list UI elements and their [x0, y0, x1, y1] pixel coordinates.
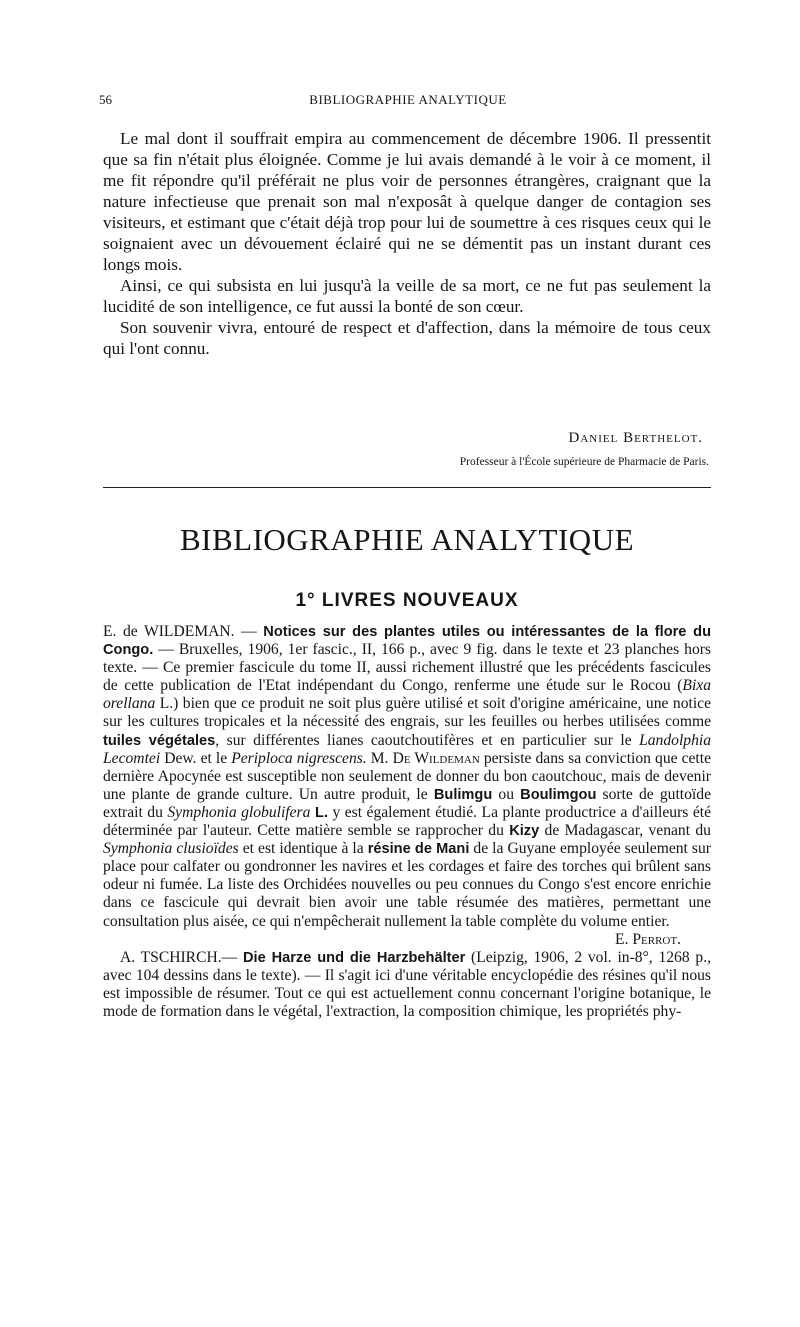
signature-affiliation: Professeur à l'École supérieure de Pharmacie de Paris.	[459, 456, 709, 468]
signature-name: Daniel Berthelot.	[568, 430, 703, 446]
page-number: 56	[99, 92, 112, 107]
reviews	[103, 623, 711, 1022]
review-book-title: Die Harze und die Harzbehälter	[242, 949, 466, 966]
page-title: BIBLIOGRAPHIE ANALYTIQUE	[179, 522, 635, 557]
paragraph: Ainsi, ce qui subsista en lui jusqu'à la veille de sa mort, ce ne fut pas seulement la lucidité de son intelligence, ce fut aussi la bonté de son cœur.	[103, 276, 711, 316]
review-author: A. TSCHIRCH.	[120, 948, 222, 966]
review-book-title: Notices sur des plantes utiles ou intéressantes de la flore du Congo.	[103, 624, 711, 659]
obituary-text	[103, 128, 711, 359]
section-divider	[103, 487, 711, 488]
review-author: E. de WILDEMAN.	[103, 623, 235, 640]
paragraph: Son souvenir vivra, entouré de respect et d'affection, dans la mémoire de tous ceux qui l'ont connu.	[103, 318, 711, 358]
reviewer-signature: E. Perrot.	[615, 930, 681, 948]
section-heading: 1° LIVRES NOUVEAUX	[295, 590, 519, 611]
paragraph: Le mal dont il souffrait empira au commencement de décembre 1906. Il pressentit que sa fin n'était plus éloignée. Comme je lui avais demandé à le voir à ce moment, il me fit répondre qu'il préférait ne plus voir de personnes étrangères, craignant que la nature infectieuse que prenait son mal n'exposât à quelque danger de contagion ses visiteurs, et estimant que c'était déjà trop pour lui de soumettre à ces risques ceux qui le soignaient avec un dévouement éclairé qui ne se démentit pas un instant durant ces longs mois.	[103, 129, 711, 274]
review-entry: A. TSCHIRCH.— Die Harze und die Harzbehälter (Leipzig, 1906, 2 vol. in-8°, 1268 p., avec 104 dessins dans le texte). — Il s'agit ici d'une véritable encyclopédie des résines qu'il nous est impossible de résumer. Tout ce qui est actuellement connu concernant l'origine botanique, le mode de formation dans le végétal, l'extraction, la composition chimique, les propriétés phy-	[103, 948, 711, 1020]
review-entry: E. de WILDEMAN. — Notices sur des plantes utiles ou intéressantes de la flore du Congo. — Bruxelles, 1906, 1er fascic., II, 166 p., avec 9 fig. dans le texte et 23 planches hors texte. — Ce premier fascicule du tome II, aussi richement illustré que les précédents fascicules de cette publication de l'Etat indépendant du Congo, renferme une étude sur le Rocou (Bixa orellana L.) bien que ce produit ne soit plus guère utilisé et soit d'origine américaine, une notice sur les cultures tropicales et la nécessité des engrais, sur les feuilles ou herbes utilisées comme tuiles végétales, sur différentes lianes caoutchoutifères et en particulier sur le Landolphia Lecomtei Dew. et le Periploca nigrescens. M. De Wildeman persiste dans sa conviction que cette dernière Apocynée est susceptible non seulement de donner du bon caoutchouc, mais de devenir une plante de grande culture. Un autre produit, le Bulimgu ou Boulimgou sorte de guttoïde extrait du Symphonia globulifera L. y est également étudié. La plante productrice a d'ailleurs été déterminée par l'auteur. Cette matière semble se rapprocher du Kizy de Madagascar, venant du Symphonia clusioïdes et est identique à la résine de Mani de la Guyane employée seulement sur place pour calfater ou gondronner les navires et les cordages et faire des torches qui brûlent sans odeur ni fumée. La liste des Orchidées nouvelles ou peu connues du Congo s'est encore enrichie dans ce fascicule qui devrait bien avoir une table résumée des matières, permettant une consultation plus aisée, ce qui n'empêcherait nullement la table complète du volume entier. E. Perrot.	[103, 623, 712, 948]
signature	[103, 430, 703, 447]
running-title: BIBLIOGRAPHIE ANALYTIQUE	[309, 92, 507, 107]
